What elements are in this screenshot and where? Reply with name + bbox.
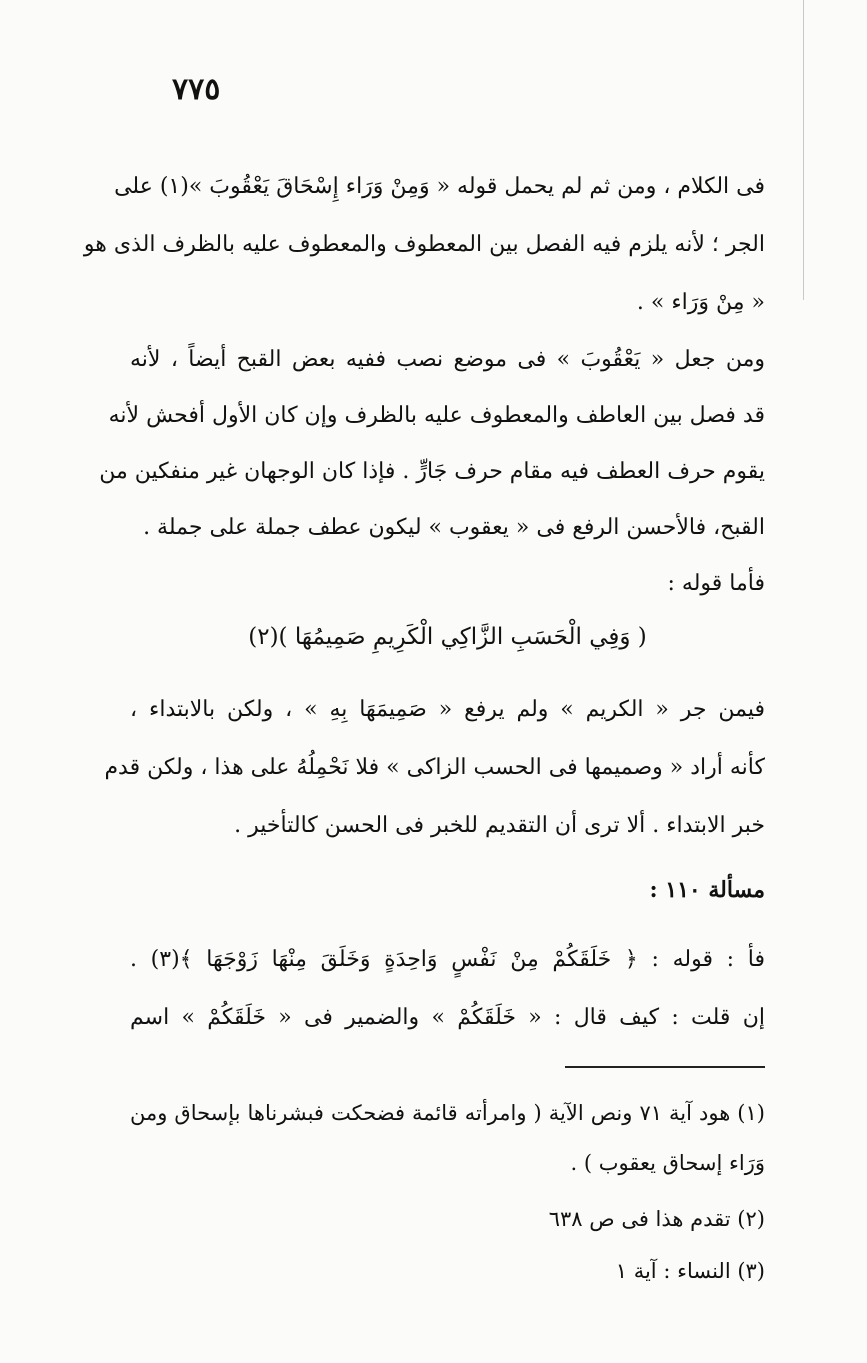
verse-line: ( وَفِي الْحَسَبِ الزَّاكِي الْكَرِيمِ صَمِيمُهَا )(٢) <box>248 624 647 650</box>
paragraph-2 <box>99 338 765 618</box>
page-edge-line <box>803 0 804 300</box>
footnote-line: (٢) تقدم هذا فى ص ٦٣٨ <box>548 1207 765 1231</box>
verse <box>130 615 765 665</box>
text-line: ومن جعل « يَعْقُوبَ » فى موضع نصب ففيه بعض القبح أيضاً ، لأنه <box>130 347 765 372</box>
text-line: القبح، فالأحسن الرفع فى « يعقوب » ليكون عطف جملة على جملة . <box>143 515 765 540</box>
text-line: فى الكلام ، ومن ثم لم يحمل قوله « وَمِنْ وَرَاء إِسْحَاقَ يَعْقُوبَ »(١) على <box>114 174 765 199</box>
text-line: كأنه أراد « وصميمها فى الحسب الزاكى » فلا نَحْمِلُهُ على هذا ، ولكن قدم <box>104 755 765 780</box>
footnote-line: (٣) النساء : آية ١ <box>615 1259 765 1283</box>
text-line: قد فصل بين العاطف والمعطوف عليه بالظرف وإن كان الأول أفحش لأنه <box>108 403 765 428</box>
heading-line: مسألة ١١٠ : <box>649 877 765 903</box>
text-line: يقوم حرف العطف فيه مقام حرف جَارٍّ . فإذا كان الوجهان غير منفكين من <box>99 459 765 484</box>
text-line: فأ : قوله : ﴿ خَلَقَكُمْ مِنْ نَفْسٍ وَاحِدَةٍ وَخَلَقَ مِنْهَا زَوْجَهَا ﴾(٣) . <box>130 947 765 972</box>
footnote-line: وَرَاء إسحاق يعقوب ) . <box>570 1151 765 1175</box>
footnote-separator <box>565 1066 765 1068</box>
text-line: خبر الابتداء . ألا ترى أن التقديم للخبر فى الحسن كالتأخير . <box>234 813 765 838</box>
text-line: الجر ؛ لأنه يلزم فيه الفصل بين المعطوف والمعطوف عليه بالظرف الذى هو <box>83 232 765 257</box>
text-line: فيمن جر « الكريم » ولم يرفع « صَمِيمَهَا بِهِ » ، ولكن بالابتداء ، <box>130 697 765 722</box>
section-heading <box>130 868 765 912</box>
footnote-line: (١) هود آية ٧١ ونص الآية ( وامرأته قائمة فضحكت فبشرناها بإسحاق ومن <box>130 1101 765 1125</box>
paragraph-4 <box>130 938 765 1054</box>
page-number: ٧٧٥ <box>172 72 221 107</box>
paragraph-1 <box>83 165 765 339</box>
text-line: فأما قوله : <box>667 571 765 596</box>
text-line: إن قلت : كيف قال : « خَلَقَكُمْ » والضمير فى « خَلَقَكُمْ » اسم <box>130 1005 765 1030</box>
text-line: « مِنْ وَرَاء » . <box>636 290 765 315</box>
paragraph-3 <box>104 688 765 862</box>
footnotes <box>130 1093 765 1301</box>
